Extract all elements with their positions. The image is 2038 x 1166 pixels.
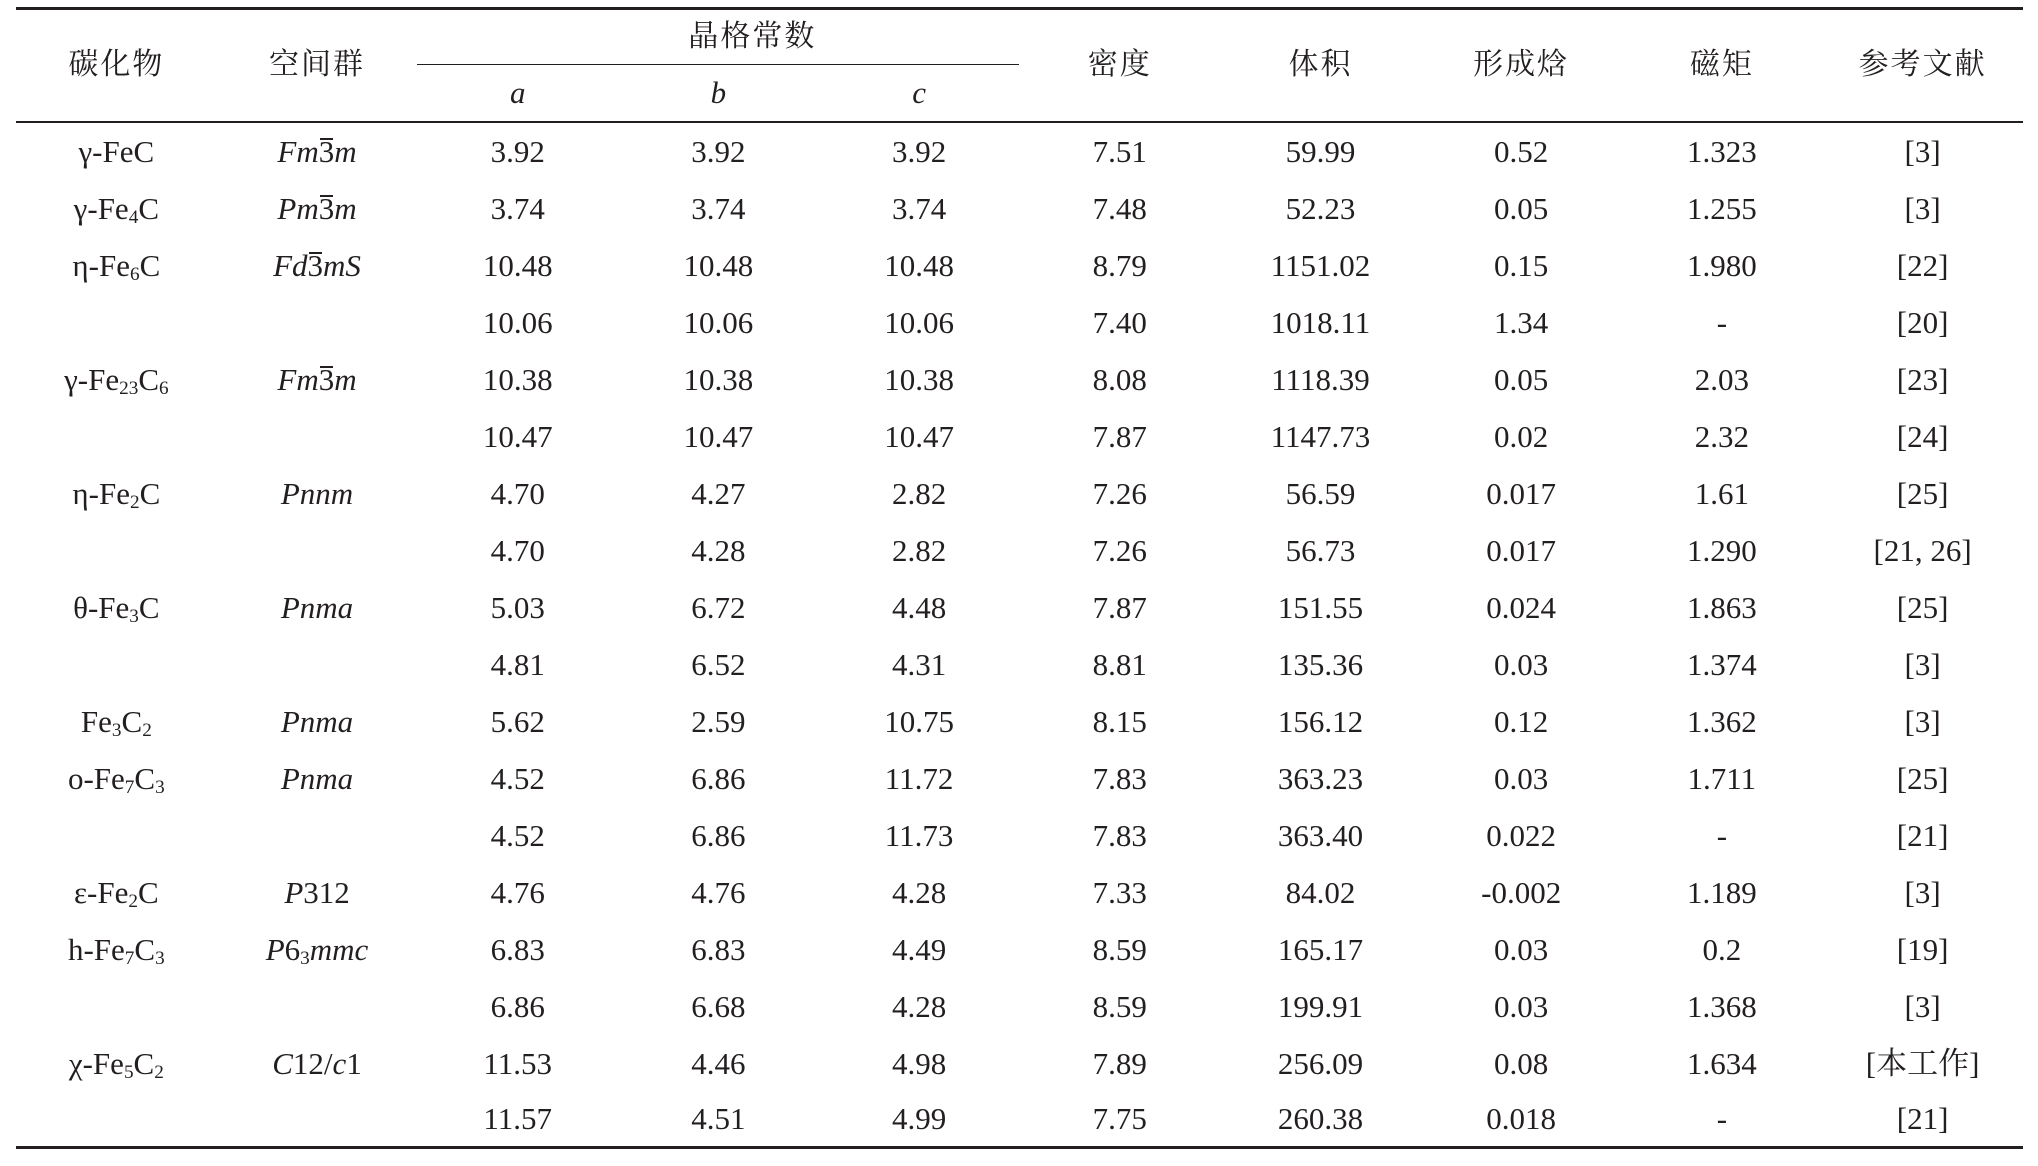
subscript: 6 — [129, 263, 140, 285]
lattice-b-cell: 10.48 — [683, 247, 754, 283]
table-row — [16, 1092, 2023, 1149]
formation-enthalpy-cell: 0.08 — [1494, 1045, 1549, 1081]
table-body — [16, 123, 2023, 1149]
lattice-b-cell: 4.46 — [691, 1045, 746, 1081]
space-group-cell — [217, 978, 418, 1035]
formula-text: P — [284, 874, 304, 910]
reference-cell: [3] — [1904, 646, 1941, 682]
density-cell: 8.81 — [1092, 646, 1147, 682]
table-row — [16, 921, 2023, 978]
density-cell: 8.79 — [1092, 247, 1147, 283]
formula-text: Fe — [80, 703, 112, 739]
formula-text: m — [334, 190, 357, 226]
subscript: 5 — [123, 1061, 134, 1083]
lattice-c-cell: 2.82 — [891, 532, 947, 568]
lattice-b-cell: 4.76 — [691, 874, 746, 910]
formula-text: γ-Fe — [64, 361, 120, 397]
lattice-a-cell: 3.92 — [490, 133, 545, 169]
formula-text: Pnnm — [280, 475, 354, 511]
lattice-a-cell: 4.76 — [490, 874, 545, 910]
carbide-cell — [16, 807, 217, 864]
lattice-c-cell: 4.48 — [891, 589, 947, 625]
volume-cell: 56.73 — [1285, 532, 1356, 568]
carbide-cell — [16, 864, 217, 921]
density-cell: 8.15 — [1092, 703, 1147, 739]
lattice-b-cell: 3.74 — [691, 190, 746, 226]
table-row — [16, 522, 2023, 579]
space-group-cell — [217, 180, 418, 237]
overbar-digit: 3 — [318, 133, 335, 169]
formula-text: η-Fe — [72, 247, 130, 283]
formation-enthalpy-cell: 0.018 — [1421, 1092, 1622, 1149]
lattice-b-cell: 6.86 — [691, 760, 746, 796]
lattice-a-cell: 10.38 — [482, 361, 553, 397]
carbide-cell — [16, 579, 217, 636]
carbide-cell — [16, 1092, 217, 1149]
formula-text: χ-Fe — [68, 1045, 124, 1081]
formula-text: θ-Fe — [73, 589, 130, 625]
formation-enthalpy-cell: 0.12 — [1494, 703, 1549, 739]
carbide-cell — [16, 294, 217, 351]
reference-cell: [25] — [1896, 475, 1949, 511]
formation-enthalpy-cell: 0.024 — [1486, 589, 1557, 625]
lattice-c-cell: 2.82 — [891, 475, 947, 511]
formula-text: 6 — [284, 931, 301, 967]
lattice-a-cell: 10.48 — [482, 247, 553, 283]
formation-enthalpy-cell: 0.05 — [1494, 190, 1549, 226]
volume-cell: 363.40 — [1277, 817, 1364, 853]
magnetic-moment-cell: 1.61 — [1694, 475, 1749, 511]
table-row — [16, 237, 2023, 294]
space-group-cell — [217, 750, 418, 807]
space-group-cell — [217, 636, 418, 693]
magnetic-moment-cell: 1.980 — [1686, 247, 1757, 283]
carbide-cell — [16, 1035, 217, 1092]
magnetic-moment-cell: 1.323 — [1686, 133, 1757, 169]
lattice-c-cell: 3.74 — [891, 190, 947, 226]
volume-cell: 260.38 — [1220, 1092, 1421, 1149]
table-row — [16, 864, 2023, 921]
lattice-b-cell: 10.38 — [683, 361, 754, 397]
magnetic-moment-cell: 1.711 — [1687, 760, 1757, 796]
header-formation-enthalpy: 形成焓 — [1421, 7, 1622, 123]
formula-text: C — [139, 247, 161, 283]
table-row — [16, 351, 2023, 408]
density-cell: 8.08 — [1092, 361, 1147, 397]
space-group-cell — [217, 807, 418, 864]
volume-cell: 1118.39 — [1271, 361, 1370, 397]
density-cell: 7.83 — [1092, 817, 1147, 853]
lattice-b-cell: 2.59 — [691, 703, 746, 739]
lattice-b-cell: 4.51 — [618, 1092, 819, 1149]
lattice-b-cell: 4.28 — [691, 532, 746, 568]
space-group-cell — [217, 351, 418, 408]
lattice-b-cell: 6.83 — [691, 931, 746, 967]
volume-cell: 84.02 — [1285, 874, 1356, 910]
lattice-c-cell: 4.98 — [891, 1045, 947, 1081]
lattice-b-cell: 6.68 — [691, 988, 746, 1024]
space-group-cell — [217, 1035, 418, 1092]
header-lattice-b: b — [618, 65, 819, 123]
carbide-cell — [16, 693, 217, 750]
subscript: 2 — [154, 1061, 164, 1083]
volume-cell: 1151.02 — [1270, 247, 1371, 283]
density-cell: 7.51 — [1092, 133, 1147, 169]
lattice-c-cell: 10.47 — [884, 418, 954, 454]
carbide-cell — [16, 921, 217, 978]
lattice-a-cell: 11.57 — [417, 1092, 618, 1149]
space-group-cell — [217, 522, 418, 579]
header-space-group: 空间群 — [217, 7, 418, 123]
table-row — [16, 1035, 2023, 1092]
magnetic-moment-cell: - — [1716, 304, 1728, 340]
reference-cell: [22] — [1896, 247, 1949, 283]
lattice-c-cell: 3.92 — [891, 133, 947, 169]
lattice-a-cell: 4.52 — [490, 817, 545, 853]
subscript: 3 — [155, 776, 165, 798]
subscript: 3 — [155, 947, 165, 969]
formula-text: 1 — [346, 1045, 362, 1081]
lattice-a-cell: 3.74 — [490, 190, 545, 226]
space-group-cell — [217, 864, 418, 921]
header-lattice-constants: 晶格常数 — [417, 7, 1019, 65]
carbide-cell — [16, 978, 217, 1035]
space-group-cell — [217, 921, 418, 978]
formation-enthalpy-cell: 0.03 — [1494, 760, 1549, 796]
formula-text: 312 — [303, 874, 350, 910]
lattice-a-cell: 11.53 — [483, 1045, 553, 1081]
subscript: 6 — [159, 377, 169, 399]
formula-text: P — [265, 931, 285, 967]
header-density: 密度 — [1019, 7, 1220, 123]
table-row — [16, 636, 2023, 693]
formula-text: Fd — [273, 247, 308, 283]
lattice-b-cell: 3.92 — [691, 133, 746, 169]
magnetic-moment-cell: - — [1622, 1092, 1823, 1149]
lattice-b-cell: 6.72 — [691, 589, 746, 625]
magnetic-moment-cell: 2.32 — [1694, 418, 1749, 454]
formula-text: C — [137, 874, 159, 910]
subscript: 7 — [124, 776, 135, 798]
lattice-c-cell: 10.38 — [884, 361, 954, 397]
formula-text: h-Fe — [67, 931, 125, 967]
reference-cell: [25] — [1896, 589, 1949, 625]
volume-cell: 56.59 — [1285, 475, 1356, 511]
space-group-cell — [217, 237, 418, 294]
carbide-cell — [16, 465, 217, 522]
lattice-c-cell: 4.28 — [891, 988, 947, 1024]
reference-cell: [本工作] — [1865, 1045, 1980, 1081]
magnetic-moment-cell: 1.368 — [1686, 988, 1757, 1024]
formation-enthalpy-cell: 0.02 — [1494, 418, 1549, 454]
table-header — [16, 7, 2023, 123]
reference-cell: [3] — [1904, 133, 1941, 169]
lattice-b-cell: 4.27 — [691, 475, 746, 511]
formation-enthalpy-cell: 0.03 — [1494, 931, 1549, 967]
formula-text: C — [133, 1045, 155, 1081]
lattice-c-cell: 10.06 — [884, 304, 954, 340]
table-row — [16, 750, 2023, 807]
carbide-properties-table — [16, 7, 2023, 1149]
formation-enthalpy-cell: 0.03 — [1494, 988, 1549, 1024]
space-group-cell — [217, 123, 418, 180]
carbide-cell — [16, 522, 217, 579]
header-row — [16, 7, 2023, 65]
lattice-c-cell: 11.72 — [884, 760, 954, 796]
carbide-cell — [16, 636, 217, 693]
formula-text: C — [139, 475, 161, 511]
formation-enthalpy-cell: 0.017 — [1486, 532, 1557, 568]
subscript: 2 — [142, 719, 152, 741]
density-cell: 7.40 — [1092, 304, 1147, 340]
formula-text: η-Fe — [72, 475, 130, 511]
space-group-cell — [217, 693, 418, 750]
magnetic-moment-cell: 0.2 — [1702, 931, 1742, 967]
formula-text: Pm — [277, 190, 319, 226]
volume-cell: 59.99 — [1285, 133, 1356, 169]
density-cell: 7.33 — [1092, 874, 1147, 910]
space-group-cell — [217, 408, 418, 465]
volume-cell: 165.17 — [1277, 931, 1364, 967]
formula-text: C — [134, 760, 156, 796]
formation-enthalpy-cell: 0.022 — [1486, 817, 1557, 853]
formula-text: Pnma — [280, 760, 354, 796]
reference-cell: [25] — [1896, 760, 1949, 796]
formula-text: Fm — [277, 133, 319, 169]
reference-cell: [3] — [1904, 703, 1941, 739]
lattice-b-cell: 6.52 — [691, 646, 746, 682]
lattice-a-cell: 5.62 — [490, 703, 545, 739]
reference-cell: [23] — [1896, 361, 1949, 397]
formula-text: o-Fe — [67, 760, 125, 796]
magnetic-moment-cell: - — [1716, 817, 1728, 853]
density-cell: 7.87 — [1092, 418, 1147, 454]
subscript: 23 — [119, 377, 139, 399]
formula-text: Pnma — [280, 703, 354, 739]
space-group-cell — [217, 579, 418, 636]
reference-cell: [20] — [1896, 304, 1949, 340]
subscript: 2 — [129, 491, 140, 513]
lattice-a-cell: 4.70 — [490, 532, 545, 568]
magnetic-moment-cell: 1.362 — [1686, 703, 1757, 739]
formation-enthalpy-cell: 0.017 — [1486, 475, 1557, 511]
carbide-cell — [16, 351, 217, 408]
lattice-c-cell: 10.48 — [884, 247, 954, 283]
reference-cell: [19] — [1896, 931, 1949, 967]
formula-text: Fm — [277, 361, 319, 397]
volume-cell: 363.23 — [1277, 760, 1364, 796]
formation-enthalpy-cell: 1.34 — [1494, 304, 1549, 340]
formation-enthalpy-cell: 0.52 — [1494, 133, 1549, 169]
magnetic-moment-cell: 2.03 — [1694, 361, 1749, 397]
subscript: 3 — [111, 719, 122, 741]
space-group-cell — [217, 1092, 418, 1149]
formula-text: γ-Fe — [73, 190, 129, 226]
magnetic-moment-cell: 1.189 — [1686, 874, 1757, 910]
table-row — [16, 294, 2023, 351]
space-group-cell — [217, 465, 418, 522]
magnetic-moment-cell: 1.634 — [1686, 1045, 1757, 1081]
volume-cell: 156.12 — [1277, 703, 1364, 739]
header-volume: 体积 — [1220, 7, 1421, 123]
reference-cell: [3] — [1904, 190, 1941, 226]
carbide-cell — [16, 750, 217, 807]
table-row — [16, 180, 2023, 237]
volume-cell: 199.91 — [1277, 988, 1364, 1024]
density-cell: 7.83 — [1092, 760, 1147, 796]
density-cell: 7.75 — [1019, 1092, 1220, 1149]
formula-text: m — [334, 361, 357, 397]
lattice-a-cell: 10.06 — [482, 304, 553, 340]
carbide-cell — [16, 180, 217, 237]
reference-cell: [3] — [1904, 874, 1941, 910]
table-row — [16, 579, 2023, 636]
header-carbide: 碳化物 — [16, 7, 217, 123]
carbide-cell — [16, 123, 217, 180]
volume-cell: 256.09 — [1277, 1045, 1364, 1081]
header-lattice-a: a — [417, 65, 618, 123]
header-magnetic-moment: 磁矩 — [1622, 7, 1823, 123]
lattice-b-cell: 10.06 — [683, 304, 754, 340]
lattice-a-cell: 6.83 — [490, 931, 545, 967]
table-row — [16, 465, 2023, 522]
lattice-a-cell: 10.47 — [482, 418, 553, 454]
table-row — [16, 693, 2023, 750]
space-group-cell — [217, 294, 418, 351]
lattice-a-cell: 4.70 — [490, 475, 545, 511]
lattice-c-cell: 4.31 — [891, 646, 947, 682]
formula-text: C — [138, 361, 159, 397]
lattice-c-cell: 11.73 — [884, 817, 954, 853]
density-cell: 8.59 — [1092, 988, 1147, 1024]
reference-cell: [21] — [1896, 817, 1949, 853]
magnetic-moment-cell: 1.863 — [1686, 589, 1757, 625]
table-row — [16, 408, 2023, 465]
formula-text: C — [138, 589, 160, 625]
formula-text: m — [334, 133, 357, 169]
volume-cell: 135.36 — [1277, 646, 1364, 682]
subscript: 7 — [124, 947, 135, 969]
lattice-a-cell: 4.81 — [490, 646, 545, 682]
overbar-digit: 3 — [318, 190, 335, 226]
formation-enthalpy-cell: 0.15 — [1494, 247, 1549, 283]
density-cell: 7.89 — [1092, 1045, 1147, 1081]
formula-text: C — [272, 1045, 293, 1081]
lattice-c-cell: 10.75 — [884, 703, 954, 739]
volume-cell: 1147.73 — [1270, 418, 1371, 454]
subscript: 2 — [128, 890, 138, 912]
lattice-b-cell: 6.86 — [691, 817, 746, 853]
overbar-digit: 3 — [307, 247, 324, 283]
density-cell: 7.87 — [1092, 589, 1147, 625]
formula-text: γ-FeC — [78, 133, 155, 169]
formation-enthalpy-cell: -0.002 — [1481, 874, 1562, 910]
volume-cell: 1018.11 — [1270, 304, 1371, 340]
table-row — [16, 978, 2023, 1035]
reference-cell: [21, 26] — [1873, 532, 1972, 568]
subscript: 4 — [128, 206, 139, 228]
magnetic-moment-cell: 1.255 — [1686, 190, 1757, 226]
lattice-c-cell: 4.28 — [891, 874, 947, 910]
formation-enthalpy-cell: 0.03 — [1494, 646, 1549, 682]
lattice-a-cell: 4.52 — [490, 760, 545, 796]
lattice-a-cell: 5.03 — [490, 589, 545, 625]
magnetic-moment-cell: 1.374 — [1686, 646, 1757, 682]
reference-cell: [24] — [1896, 418, 1949, 454]
formula-text: c — [332, 1045, 347, 1081]
volume-cell: 52.23 — [1285, 190, 1356, 226]
formula-text: Pnma — [280, 589, 354, 625]
formula-text: mS — [323, 247, 361, 283]
formation-enthalpy-cell: 0.05 — [1494, 361, 1549, 397]
carbide-cell — [16, 237, 217, 294]
lattice-a-cell: 6.86 — [490, 988, 545, 1024]
reference-cell: [21] — [1822, 1092, 2023, 1149]
formula-text: mmc — [309, 931, 369, 967]
formula-text: ε-Fe — [74, 874, 129, 910]
lattice-c-cell: 4.99 — [819, 1092, 1020, 1149]
reference-cell: [3] — [1904, 988, 1941, 1024]
density-cell: 7.26 — [1092, 532, 1147, 568]
subscript: 3 — [300, 947, 310, 969]
density-cell: 7.48 — [1092, 190, 1147, 226]
formula-text: 12/ — [292, 1045, 333, 1081]
header-reference: 参考文献 — [1822, 7, 2023, 123]
table-row — [16, 123, 2023, 180]
overbar-digit: 3 — [318, 361, 335, 397]
lattice-c-cell: 4.49 — [891, 931, 947, 967]
density-cell: 8.59 — [1092, 931, 1147, 967]
volume-cell: 151.55 — [1277, 589, 1364, 625]
density-cell: 7.26 — [1092, 475, 1147, 511]
lattice-b-cell: 10.47 — [683, 418, 754, 454]
table-row — [16, 807, 2023, 864]
carbide-cell — [16, 408, 217, 465]
header-lattice-c: c — [819, 65, 1020, 123]
magnetic-moment-cell: 1.290 — [1686, 532, 1757, 568]
formula-text: C — [121, 703, 143, 739]
formula-text: C — [138, 190, 159, 226]
subscript: 3 — [129, 605, 139, 627]
formula-text: C — [134, 931, 156, 967]
